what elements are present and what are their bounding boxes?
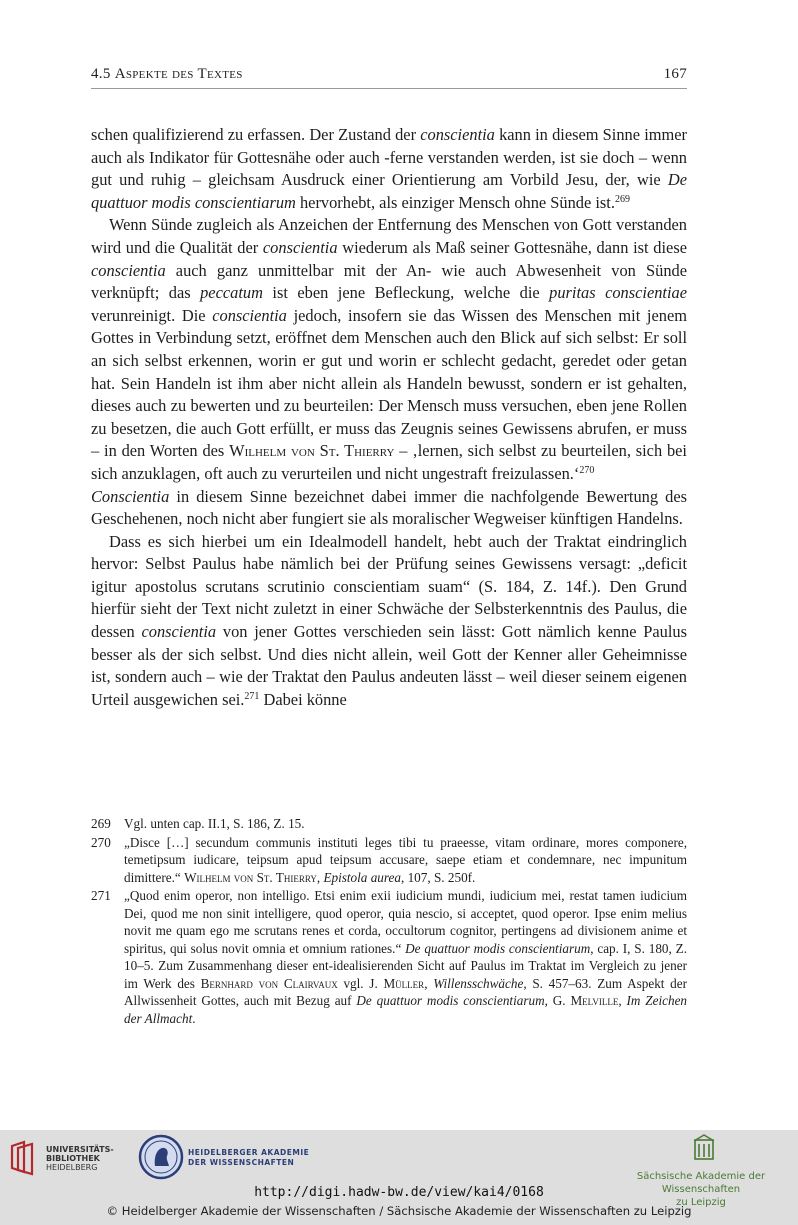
text-run: vgl. J. [337,975,384,991]
italic-term: conscientia [141,622,217,642]
saw-logo-line: zu Leipzig [676,1197,726,1208]
running-head [91,64,687,89]
text-run: , cap. I, S. 180, Z. 10–5. Zum Zusammenhang dieser ent-idealisierenden Sicht auf Paulus im Traktat im Vergleich zu jener im Werk des [124,940,687,991]
ub-logo-label [46,1145,114,1172]
saw-building-icon [694,1134,714,1160]
author-name: Wilhelm von St. Thierry [184,869,317,885]
text-run: , 107, S. 250f. [400,869,476,885]
italic-title: Willensschwäche [433,975,524,991]
text-run: , [316,869,324,885]
text-run: schen qualifizierend zu erfassen. Der Zustand der [91,125,421,144]
text-run: Dass es sich hierbei um ein Idealmodell handelt, hebt auch der Traktat eindringlich hervor: Selbst Paulus habe nämlich bei der Prüfung seines Gewissens versagt: „deficit igitur apostolus scrutans scrutinio conscientiam suam“ (S. 184, Z. 14f.). Den Grund hierfür sieht der Text nicht zuletzt in einer Schwäche der Selbsterkenntnis des Paulus, die dessen [91,531,687,642]
footnote-number: 269 [91,816,111,831]
ub-logo-line: BIBLIOTHEK [46,1154,100,1163]
footnote-ref-269[interactable]: 269 [614,193,630,205]
ub-logo-icon [8,1138,42,1176]
italic-title: Im Zeichen der Allmacht [124,993,688,1026]
text-run: „Disce […] secundum communis instituti leges tibi tu praeesse, vitam ordinare, mores componere, temetipsum iudicare, teipsum apud teipsum accusare, saepe etiam et condemnare, nec impunitum dimittere.“ [124,834,687,885]
hadw-logo-line: HEIDELBERGER AKADEMIE [188,1148,310,1157]
text-run: wiederum als Maß seiner Gottesnähe, dann ist diese [337,237,687,257]
footnote-ref-271[interactable]: 271 [244,690,260,702]
section-heading [91,66,243,83]
author-name: Bernhard von Clairvaux [200,975,338,991]
italic-title: De quattuor modis conscientiarum [405,940,591,956]
italic-term: conscientia [420,125,495,144]
text-run: hervorhebt, als einziger Mensch ohne Sünde ist. [295,192,615,212]
saw-logo-line: Sächsische Akademie der Wissenschaften [636,1171,766,1195]
text-run: ist eben jene Befleckung, welche die [262,283,550,303]
ub-heidelberg-logo[interactable] [8,1138,138,1178]
italic-term: puritas conscientiae [549,283,687,303]
italic-title: De quattuor modis conscientiarum [356,993,545,1008]
paragraph-3 [91,531,687,712]
text-run: , G. [544,993,571,1008]
author-name: Müller [383,975,425,991]
hadw-seal-icon [138,1134,184,1180]
text-run: von jener Gottes verschieden sein lässt: Gott nämlich kenne Paulus besser als der sich selbst. Und dies nicht allein, weil Gott der Kenner aller Geheimnisse ist, sondern auch – wie der Traktat den Paulus andeuten lässt – weil dieser seinem eigenen Urteil ausgewichen sei. [91,622,687,709]
viewer-footer [0,1130,798,1225]
footnote-269 [91,815,687,833]
text-run: auch ganz unmittelbar mit der An- wie auch Abwesenheit von Sünde verknüpft; das [91,260,687,303]
italic-term: conscientia [91,260,166,280]
text-run: Vgl. unten cap. II.1, S. 186, Z. 15. [124,816,305,831]
text-run: . [192,1010,196,1026]
author-name: Melville [570,993,619,1008]
section-title: Aspekte des Textes [114,66,243,82]
hadw-logo[interactable] [138,1134,318,1180]
text-run: verunreinigt. Die [91,305,213,325]
text-run: , [424,975,434,991]
italic-term: conscientia [212,305,287,325]
text-run: – ‚lernen, sich selbst zu beurteilen, sich bei sich anzuklagen, oft auch zu verurteilen und nicht ungestraft freizulassen.‘ [91,441,687,483]
footnote-ref-270[interactable]: 270 [579,464,595,476]
text-run: jedoch, insofern sie das Wissen des Menschen mit jenem Gottes in Verbindung setzt, eröffnet dem Menschen auch den Blick auf sich selbst: Er soll an sich selbst erkennen, worin er gut und worin er schlecht gedacht, geredet oder getan hat. Sein Handeln ist ihm aber nicht allein als Handeln bewusst, sondern er ist gehalten, dieses auch zu bewerten und zu beurteilen: Der Mensch muss versuchen, eben jene Rollen zu besetzen, die auch Gott erfüllt, er muss das Zeugnis seines Gewissens abrufen, er muss – in den Worten des [91,305,687,461]
ub-logo-line: HEIDELBERG [46,1163,98,1172]
hadw-logo-label [188,1148,309,1168]
italic-term: Conscientia [91,486,170,506]
italic-title: De quattuor modis conscientiarum [91,170,687,212]
section-number: 4.5 [91,66,111,82]
italic-term: conscientia [262,237,338,257]
copyright-notice: © Heidelberger Akademie der Wissenschaften / Sächsische Akademie der Wissenschaften zu Leipzig [106,1204,692,1218]
permalink-url[interactable]: http://digi.hadw-bw.de/view/kai4/0168 [254,1185,544,1200]
text-run: , [618,993,627,1008]
hadw-logo-line: DER WISSENSCHAFTEN [188,1158,295,1167]
footnote-number: 271 [91,888,111,903]
text-run: Wenn Sünde zugleich als Anzeichen der Entfernung des Menschen von Gott verstanden wird und die Qualität der [91,215,687,257]
text-run: in diesem Sinne bezeichnet dabei immer die nachfolgende Bewertung des Geschehenen, noch nicht aber fungiert sie als moralischer Wegweiser künftigen Handelns. [91,486,687,529]
author-name: Wilhelm von St. Thierry [229,441,395,461]
italic-term: peccatum [200,283,263,303]
footnote-271 [91,887,687,1027]
paragraph-2 [91,214,687,530]
footnote-270 [91,834,687,887]
text-run: Dabei könne [259,689,347,709]
text-run: , S. 457–63. Zum Aspekt der Allwissenheit Gottes, auch mit Bezug auf [124,975,688,1008]
text-run: „Quod enim operor, non intelligo. Etsi enim exii iudicium mundi, iudicium mei, restat tamen iudicium Dei, quod me non sinit intelligere, quod operor, quia nescio, si acceptet, quod operor. Ipse enim melius novit me quam ego me scrutans renes et corda, occultorum cognitor, pertingens ad divisionem anime et spiritus, qui solus novit omnia et omnium rationes.“ [124,888,687,956]
ub-logo-line: UNIVERSITÄTS- [46,1145,114,1154]
main-text [91,124,687,711]
page-number: 167 [663,66,687,82]
footnotes [91,815,687,1028]
text-run: kann in diesem Sinne immer auch als Indikator für Gottesnähe oder auch -ferne verstanden werden, ist sie doch – wenn gut und ruhig – gleichsam Ausdruck einer Orientierung am Vorbild Jesu, der, wie [91,125,687,190]
footnote-number: 270 [91,834,111,850]
paragraph-1 [91,124,687,214]
italic-title: Epistola aurea [323,869,401,885]
